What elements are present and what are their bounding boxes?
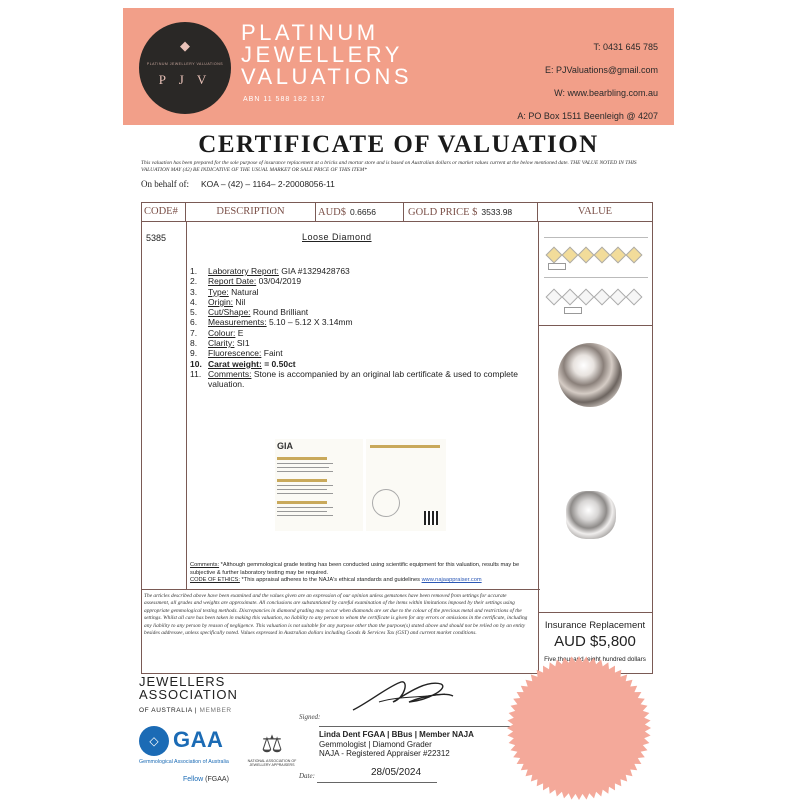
item-code: 5385 <box>146 233 167 243</box>
proportions-diagram <box>372 489 400 517</box>
header-gold-price: GOLD PRICE $ 3533.98 <box>404 203 538 221</box>
gem-icon: ◇ <box>139 726 169 756</box>
gia-report-thumbnail <box>275 439 363 531</box>
gia-report-diagram <box>366 439 446 531</box>
signature <box>349 672 459 716</box>
contact-web[interactable]: W: www.bearbling.com.au <box>554 88 658 98</box>
diamond-photo-top <box>558 343 622 407</box>
disclaimer: The articles described above have been examined and the values given are an expression of our opinion unless gemstones have been removed from settings for accurate assessment, all grades and weights are approximate. All conclusions are substantiated by careful examination of the items within limitations imposed by their settings using appropriate gemmological testing methods. Discrepancies in diamond grading may occur when diamonds are set due to the colour of the precious metal and restrictions of the settings. Whilst all care has been taken in making this valuation, no liability to any person to whom the certificate is given for any errors or omissions in the certificate, including any liability to any person by reason of negligence. This valuation is not suitable for any purpose other than the purpose(s) stated above and should not be relied on by an entity besides addressee, unless specifically noted. Values expressed in Australian dollars including Goods & Services Tax (GST) and current market conditions. <box>144 593 528 637</box>
pjv-logo <box>139 22 231 114</box>
header-aud: AUD$ 0.6656 <box>316 203 404 221</box>
qr-code-icon <box>424 511 438 525</box>
comments-block: Comments: *Although gemmological grade testing has been conducted using scientific equipment for this valuation, results may be subjective & further laboratory testing may be required. CODE OF ETHICS: *This appraisal adheres to the NAJA's ethical standards and guidelines www.najaappraiser.com <box>190 562 520 583</box>
valuation-date: 28/05/2024 <box>371 767 422 778</box>
naja-link[interactable]: www.najaappraiser.com <box>421 577 482 583</box>
list-item: 6. Measurements: 5.10 – 5.12 X 3.14mm <box>190 317 353 328</box>
list-item: 2. Report Date: 03/04/2019 <box>190 276 302 287</box>
description-list <box>190 266 528 390</box>
diamond-icon: ◆ <box>180 38 190 53</box>
contact-block <box>517 36 658 128</box>
logo-tagline: PLATINUM JEWELLERY VALUATIONS <box>146 62 224 66</box>
abn: ABN 11 588 182 137 <box>243 96 326 103</box>
brand-name: PLATINUM JEWELLERY VALUATIONS <box>241 20 413 89</box>
insurance-words: Five thousand, eight hundred dollars <box>544 656 646 663</box>
signed-label: Signed: <box>299 713 321 721</box>
colour-scale-chart <box>548 249 640 259</box>
list-item: 11. Comments: Stone is accompanied by an original lab certificate & used to complete valuation. <box>190 368 518 390</box>
logo-monogram: P J V <box>158 72 212 87</box>
list-item: 9. Fluorescence: Faint <box>190 348 283 359</box>
table-header <box>142 203 652 222</box>
scales-icon: ⚖ <box>261 731 283 758</box>
list-item: 5. Cut/Shape: Round Brilliant <box>190 307 309 318</box>
clarity-scale-chart <box>548 291 640 301</box>
list-item: 3. Type: Natural <box>190 286 259 297</box>
gia-logo: GIA <box>277 441 294 451</box>
page-title: CERTIFICATE OF VALUATION <box>198 131 599 158</box>
divider <box>538 221 539 673</box>
contact-email[interactable]: E: PJValuations@gmail.com <box>544 65 658 75</box>
list-item: 10. Carat weight: = 0.50ct <box>190 358 296 369</box>
header-code: CODE# <box>142 203 186 221</box>
list-item: 7. Colour: E <box>190 327 244 338</box>
insurance-label: Insurance Replacement <box>544 620 646 631</box>
item-title: Loose Diamond <box>302 232 372 242</box>
diamond-grade-charts <box>540 231 652 326</box>
on-behalf-of: On behalf of: KOA – (42) – 1164– 2-20008056-11 <box>141 179 335 189</box>
contact-address: A: PO Box 1511 Beenleigh @ 4207 <box>517 111 658 121</box>
list-item: 1. Laboratory Report: GIA #1329428763 <box>190 266 350 276</box>
diamond-photo-side <box>566 491 616 539</box>
seal-stamp <box>505 654 653 802</box>
appraiser-details: Linda Dent FGAA | BBus | Member NAJA Gemmologist | Diamond Grader NAJA - Registered Appraiser #22312 <box>319 730 474 758</box>
intro-text: This valuation has been prepared for the sole purpose of insurance replacement at a bricks and mortar store and is based on Australian dollars or market values current at the below mentioned date. THE VALUE NOTED IN THIS VALUATION MAY (42) BE INDICATIVE OF THE USUAL MARKET OR SALE PRICE OF THIS ITEM* <box>141 160 637 173</box>
divider <box>186 221 187 589</box>
naja-logo: ⚖ NATIONAL ASSOCIATION OF JEWELLERY APPRAISERS <box>247 731 297 768</box>
contact-phone: T: 0431 645 785 <box>593 42 658 52</box>
certificate-page: ◆ PLATINUM JEWELLERY VALUATIONS P J V PLATINUM JEWELLERY VALUATIONS ABN 11 588 182 137 T: 0431 645 785 E: PJValuations@gmail.com W: www.bearbling.com.au A: PO Box 1511 Beenleigh @ 4207 CERTIFICATE OF VALUATION This valuation has been prepared for the sole purpose of insurance replacement at a bricks and mortar store and is based on Australian dollars or market values current at the below mentioned date. THE VALUE NOTED IN THIS VALUATION MAY (42) BE INDICATIVE OF THE USUAL MARKET OR SALE PRICE OF THIS ITEM* On behalf of: KOA – (42) – 1164– 2-20008056-11 CODE# DESCRIPTION AUD$ 0.6656 GOLD PRICE $ 3533.98 VALUE 5385 Loose Diamond 1. Laboratory Report: GIA #1329428763 2. Report Date: 03/04/2019 3. Type: Natural 4. Origin: Nil 5. Cut/Shape: Round Brilliant 6. Measurements: 5.10 – 5.12 X 3.14mm 7. Colour: E 8. Clarity: SI1 9. Fluorescence: Faint 10. Carat weight: = 0.50ct 11. Comments: Stone is accompanied by an original lab certificate & used to complete valuation. GIA Comments: *Although gemmological grade testing has been conducted using scientific equipment for this valuation, results may be subjective & further laboratory testing may be required. CODE OF ETHICS: *This appraisal adheres to the NAJA's ethical standards and guidelines www.najaappraiser.com The articles described above have been examined and the values given are an expression of our opinion unless gemstones have been removed from settings for accurate assessment, all grades and weights are approximate. All conclusions are substantiated by careful examination of the items within limitations imposed by their settings using appropriate gemmological testing methods. Discrepancies in diamond grading may occur when diamonds are set due to the colour of the precious metal and restrictions of the settings. Whilst all care has been taken in making this valuation, no liability to any person to whom the certificate is given for any errors or omissions in the certificate, including any liability to any person by reason of negligence. This valuation is not suitable for any purpose other than the purpose(s) stated above and should not be relied on by an entity besides addressee, unless specifically noted. Values expressed in Australian dollars including Goods & Services Tax (GST) and current market conditions. Insurance Replacement AUD $5,800 Five thousand, eight hundred dollars JEWELLERS ASSOCIATION OF AUSTRALIA | MEMBER ◇ GAA Gemmological Association of Australia Fellow (FGAA) ⚖ NATIONAL ASSOCIATION OF JEWELLERY APPRAISERS Signed: Linda Dent FGAA | BBus | Member NAJA Gemmologist | Diamond Grader NAJA - Registered Appraiser #22312 Date: 28/05/2024 <box>123 8 674 798</box>
header-description: DESCRIPTION <box>186 203 316 221</box>
header-value: VALUE <box>577 206 613 217</box>
valuation-table <box>141 202 653 674</box>
jewellers-association-logo: JEWELLERS ASSOCIATION OF AUSTRALIA | MEMBER <box>139 674 238 714</box>
list-item: 8. Clarity: SI1 <box>190 338 250 349</box>
list-item: 4. Origin: Nil <box>190 296 246 307</box>
insurance-amount: AUD $5,800 <box>554 633 636 650</box>
reference-number: KOA – (42) – 1164– 2-20008056-11 <box>200 179 335 189</box>
date-label: Date: <box>299 772 315 780</box>
header-banner <box>123 8 674 125</box>
